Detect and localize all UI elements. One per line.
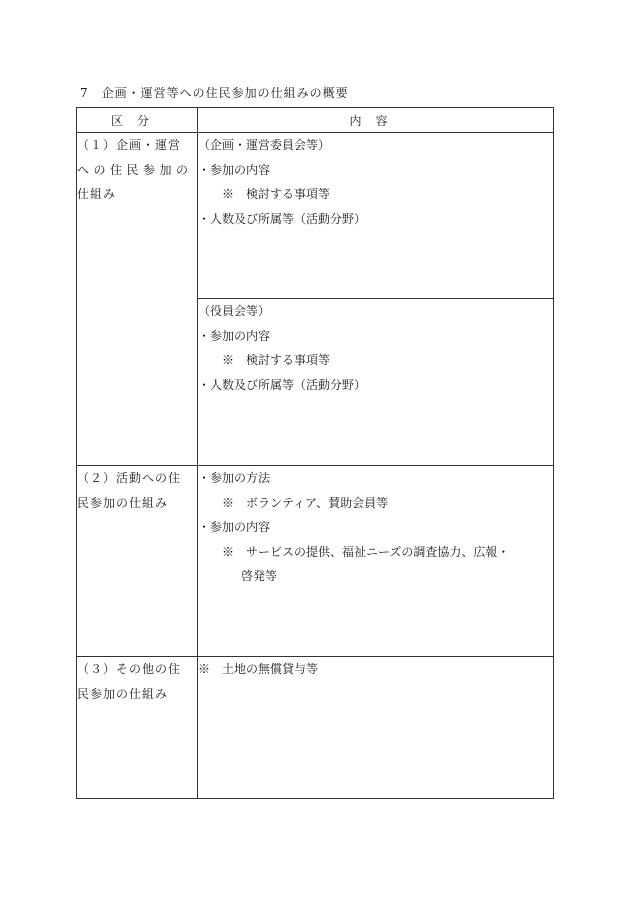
- content-note: ※ 検討する事項等: [222, 187, 331, 201]
- participation-table: [76, 107, 554, 799]
- block-heading: （企画・運営委員会等）: [198, 138, 331, 152]
- section-title: 7 企画・運営等への住民参加の仕組みの概要: [80, 86, 349, 100]
- content-note: ※ 土地の無償貸与等: [198, 662, 319, 676]
- content-note: ※ 検討する事項等: [222, 353, 331, 367]
- content-cell: [198, 466, 554, 657]
- category-cell: [77, 657, 198, 799]
- content-line: ・参加の内容: [198, 520, 271, 534]
- content-cell: [198, 299, 554, 466]
- category-line: 民参加の仕組み: [77, 495, 169, 510]
- content-line: ・人数及び所属等（活動分野）: [198, 377, 367, 392]
- table-row: [77, 133, 554, 299]
- category-line: （１）企画・運営: [77, 138, 182, 152]
- header-content: 内容: [198, 108, 554, 133]
- content-note: ※ ボランティア、賛助会員等: [222, 495, 389, 510]
- table-header-row: [77, 108, 554, 133]
- header-category: 区分: [77, 108, 198, 133]
- content-line: ・参加の内容: [198, 162, 271, 177]
- category-cell: [77, 133, 198, 466]
- content-line: ・人数及び所属等（活動分野）: [198, 211, 367, 226]
- category-line: （２）活動への住: [77, 471, 182, 485]
- content-note: ※ サービスの提供、福祉ニーズの調査協力、広報・: [222, 544, 510, 559]
- category-line: （３）その他の住: [77, 662, 182, 676]
- category-line: への住民参加の: [77, 162, 193, 177]
- block-heading: （役員会等）: [198, 304, 271, 318]
- category-line: 仕組み: [77, 187, 117, 201]
- category-cell: [77, 466, 198, 657]
- content-line: ・参加の方法: [198, 471, 271, 485]
- content-line: ・参加の内容: [198, 328, 271, 343]
- table-row: [77, 466, 554, 657]
- content-cell: [198, 133, 554, 299]
- content-note-continuation: 啓発等: [241, 569, 278, 583]
- category-line: 民参加の仕組み: [77, 686, 169, 701]
- content-cell: [198, 657, 554, 799]
- table-row: [77, 657, 554, 799]
